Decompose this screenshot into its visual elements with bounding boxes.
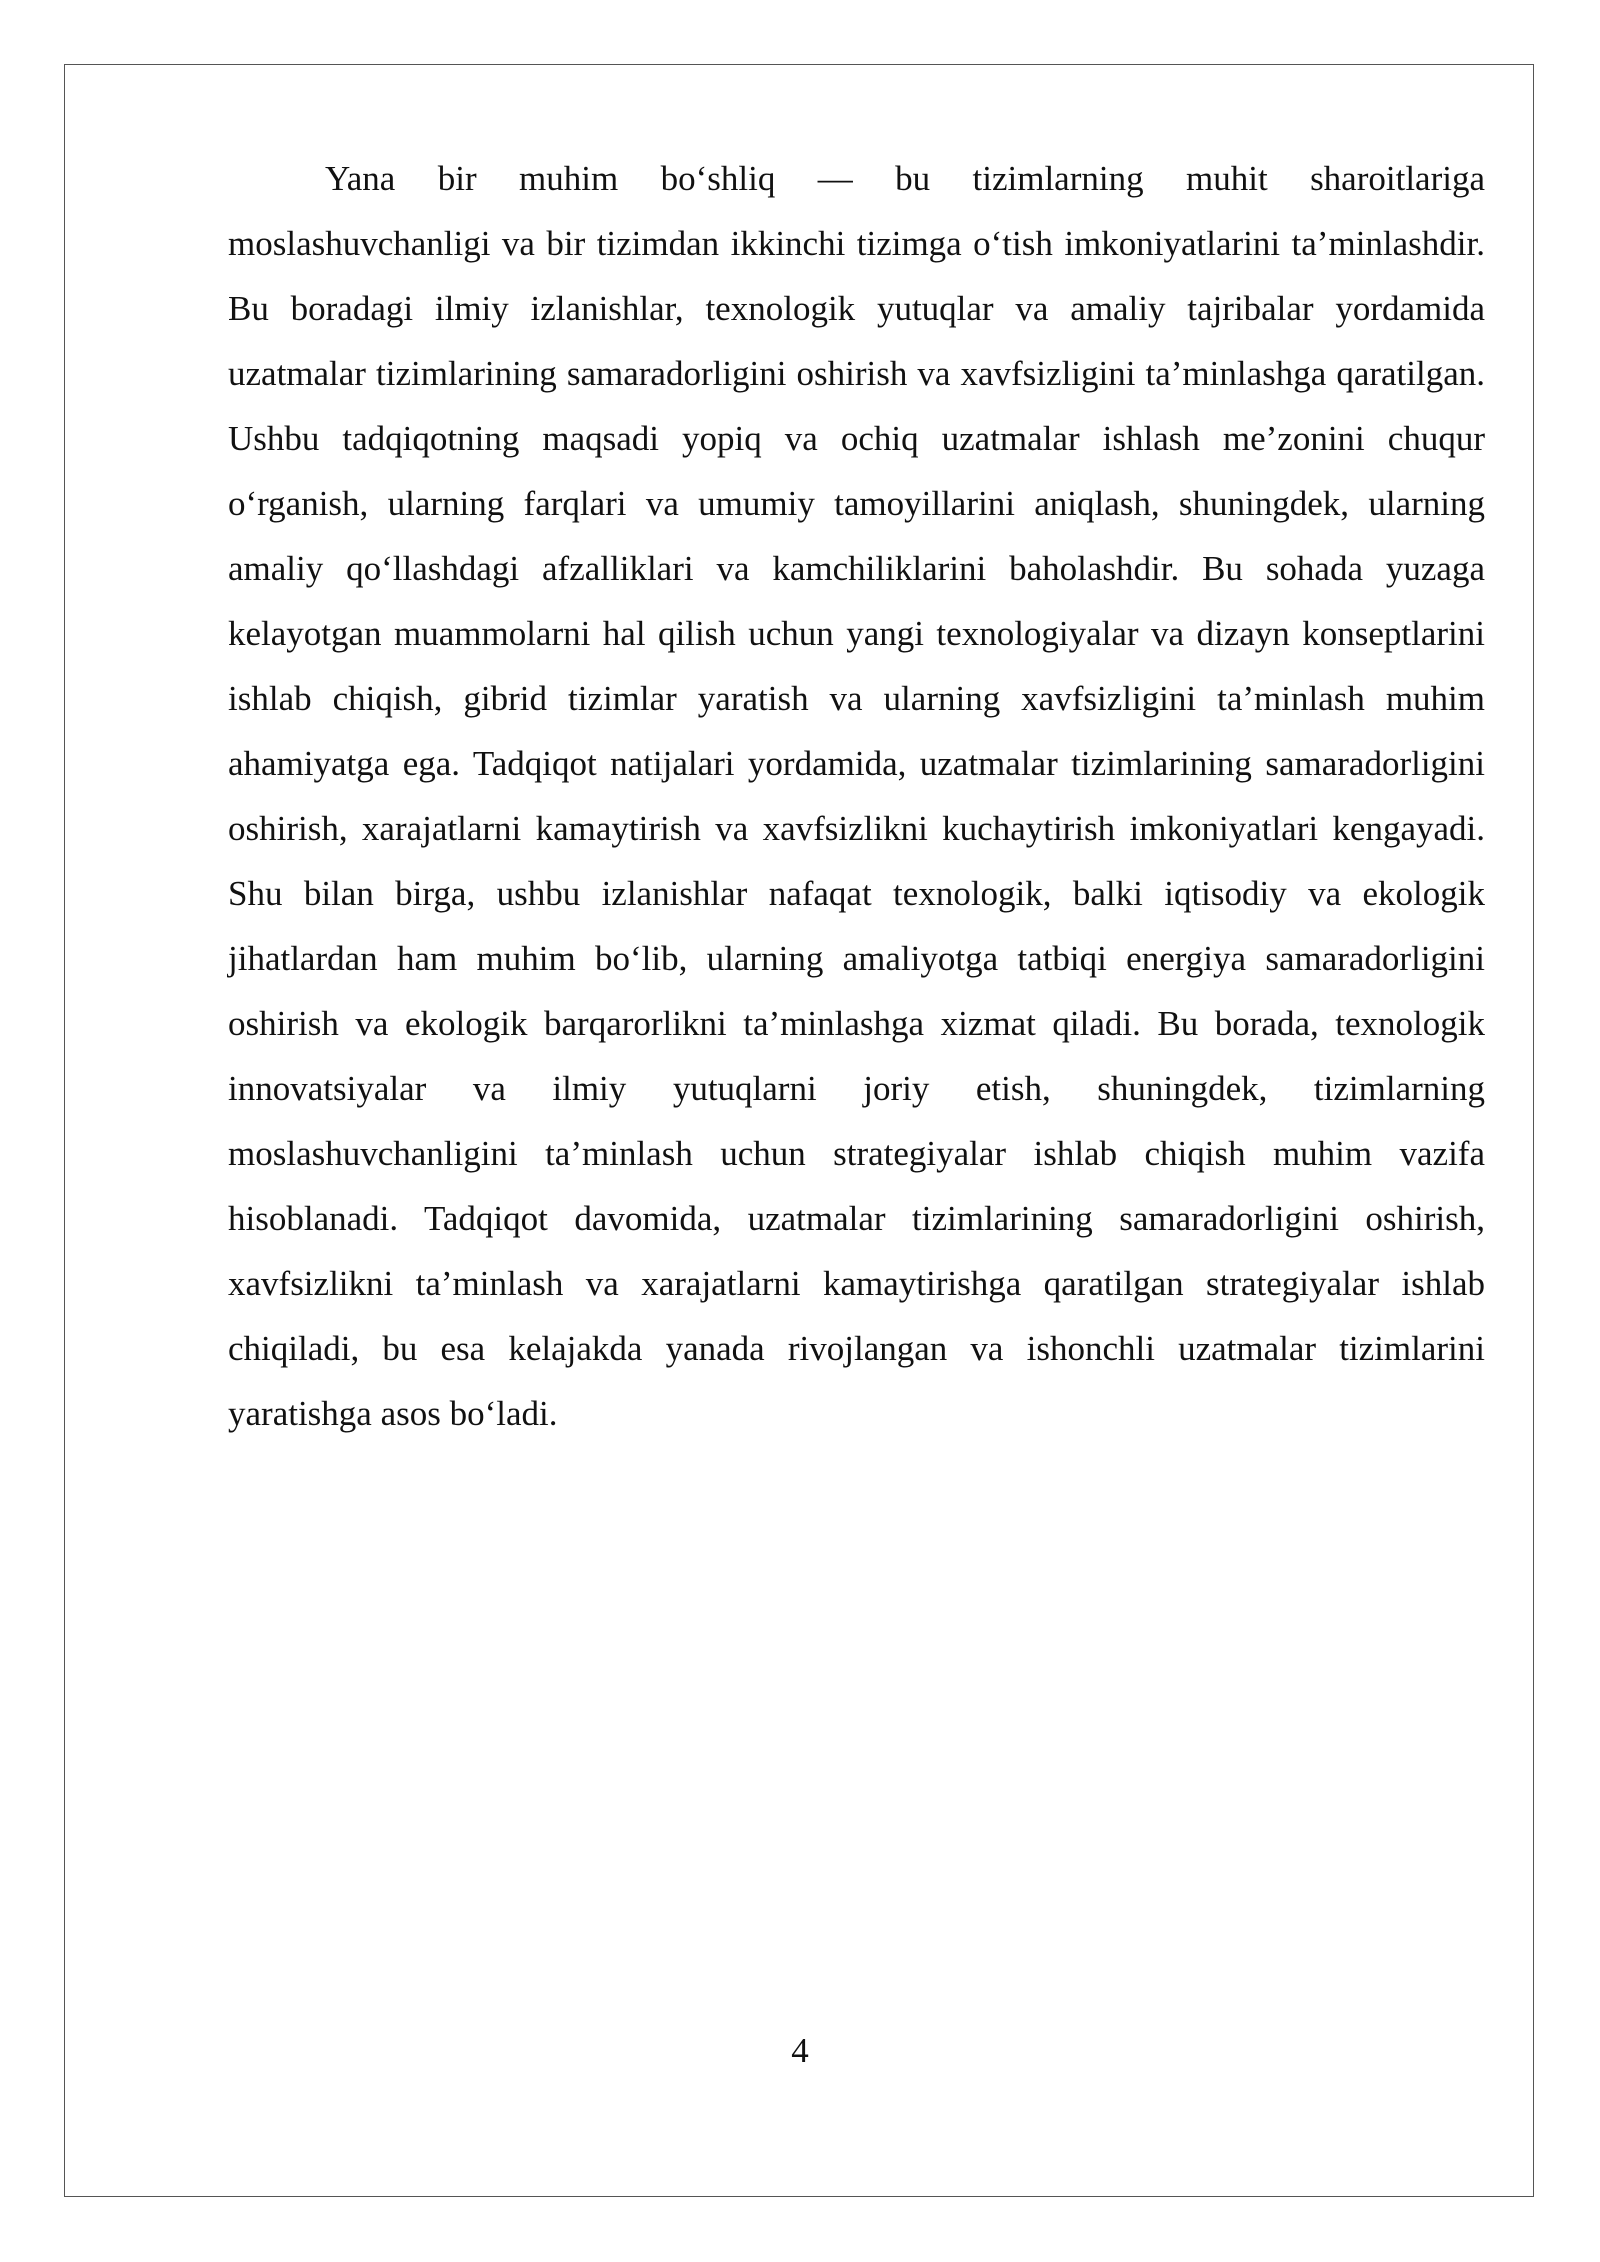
body-paragraph: Yana bir muhim bo‘shliq — bu tizimlarning muhit sharoitlariga moslashuvchanligi va bir tizimdan ikkinchi tizimga o‘tish imkoniyatlarini ta’minlashdir. Bu boradagi ilmiy izlanishlar, texnologik yutuqlar va amaliy tajribalar yordamida uzatmalar tizimlarining samaradorligini oshirish va xavfsizligini ta’minlashga qaratilgan. Ushbu tadqiqotning maqsadi yopiq va ochiq uzatmalar ishlash me’zonini chuqur o‘rganish, ularning farqlari va umumiy tamoyillarini aniqlash, shuningdek, ularning amaliy qo‘llashdagi afzalliklari va kamchiliklarini baholashdir. Bu sohada yuzaga kelayotgan muammolarni hal qilish uchun yangi texnologiyalar va dizayn konseptlarini ishlab chiqish, gibrid tizimlar yaratish va ularning xavfsizligini ta’minlash muhim ahamiyatga ega. Tadqiqot natijalari yordamida, uzatmalar tizimlarining samaradorligini oshirish, xarajatlarni kamaytirish va xavfsizlikni kuchaytirish imkoniyatlari kengayadi. Shu bilan birga, ushbu izlanishlar nafaqat texnologik, balki iqtisodiy va ekologik jihatlardan ham muhim bo‘lib, ularning amaliyotga tatbiqi energiya samaradorligini oshirish va ekologik barqarorlikni ta’minlashga xizmat qiladi. Bu borada, texnologik innovatsiyalar va ilmiy yutuqlarni joriy etish, shuningdek, tizimlarning moslashuvchanligini ta’minlash uchun strategiyalar ishlab chiqish muhim vazifa hisoblanadi. Tadqiqot davomida, uzatmalar tizimlarining samaradorligini oshirish, xavfsizlikni ta’minlash va xarajatlarni kamaytirishga qaratilgan strategiyalar ishlab chiqiladi, bu esa kelajakda yanada rivojlangan va ishonchli uzatmalar tizimlarini yaratishga asos bo‘ladi. xyxy=(228,159,1485,1433)
page-number: 4 xyxy=(791,2031,809,2070)
